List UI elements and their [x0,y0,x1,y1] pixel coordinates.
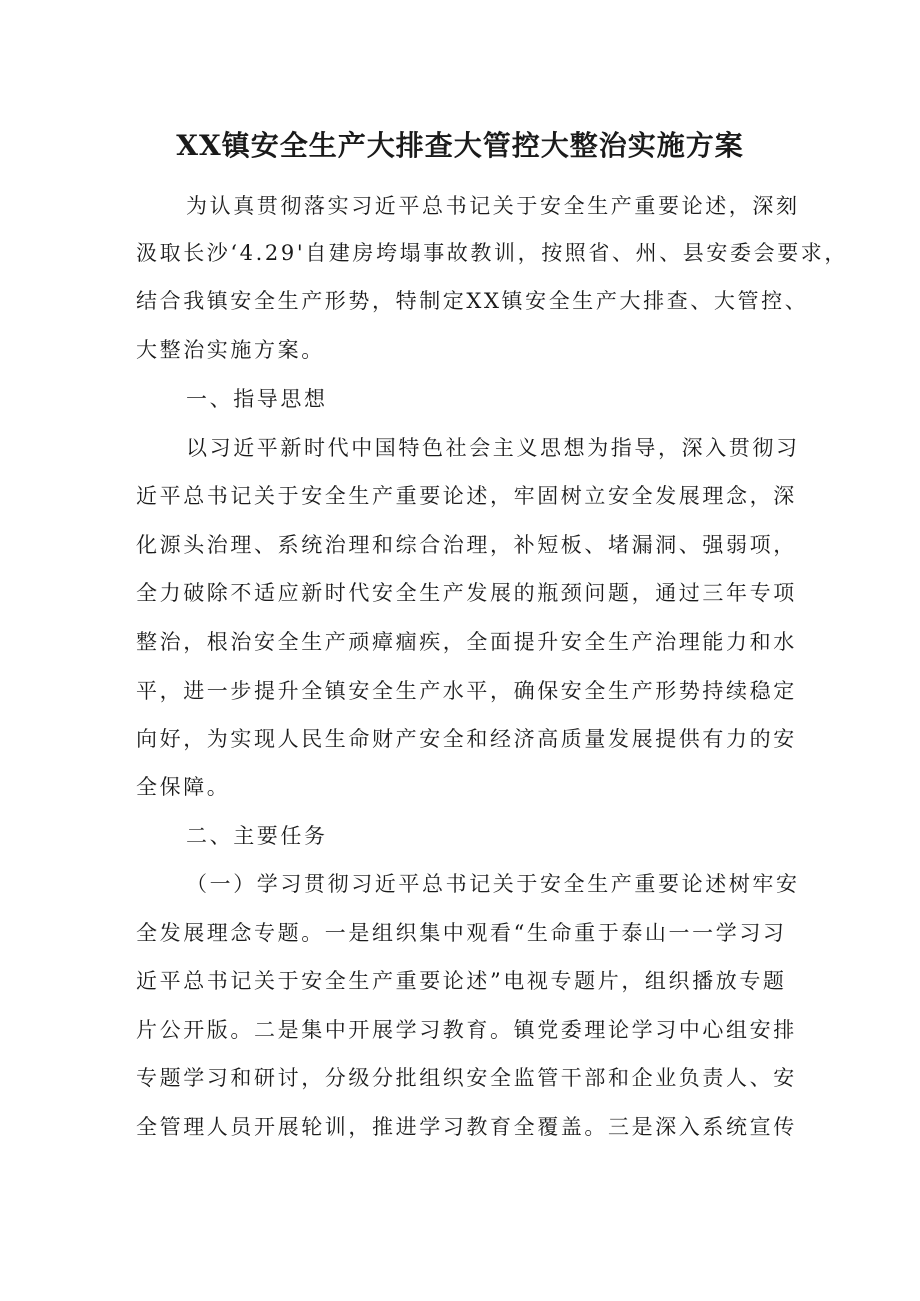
paragraph-line: 大整治实施方案。 [136,338,325,362]
paragraph-line: 汲取长沙‘4.29'自建房垮塌事故教训，按照省、州、县安委会要求， [136,241,849,265]
document-title: XX镇安全生产大排查大管控大整治实施方案 [176,129,744,162]
paragraph-line: 片公开版。二是集中开展学习教育。镇党委理论学习中心组安排 [136,1018,797,1042]
paragraph-line: 化源头治理、系统治理和综合治理，补短板、堵漏洞、强弱项， [136,533,797,557]
paragraph-line: 全保障。 [136,775,231,799]
paragraph-line: 全力破除不适应新时代安全生产发展的瓶颈问题，通过三年专项 [136,581,797,605]
paragraph-line: 近平总书记关于安全生产重要论述”电视专题片，组织播放专题 [136,969,787,993]
paragraph-line: 近平总书记关于安全生产重要论述，牢固树立安全发展理念，深 [136,484,797,508]
paragraph-line: 向好，为实现人民生命财产安全和经济高质量发展提供有力的安 [136,727,797,751]
section-heading: 一、指导思想 [186,387,328,411]
section-heading: 二、主要任务 [186,824,328,848]
paragraph-line: 平，进一步提升全镇安全生产水平，确保安全生产形势持续稳定 [136,679,797,703]
paragraph-line: （一）学习贯彻习近平总书记关于安全生产重要论述树牢安 [186,872,800,896]
paragraph-line: 全发展理念专题。一是组织集中观看“生命重于泰山一一学习习 [136,921,787,945]
paragraph-line: 以习近平新时代中国特色社会主义思想为指导，深入贯彻习 [186,436,800,460]
paragraph-line: 为认真贯彻落实习近平总书记关于安全生产重要论述，深刻 [186,194,800,218]
paragraph-line: 结合我镇安全生产形势，特制定XX镇安全生产大排查、大管控、 [136,289,809,313]
paragraph-line: 全管理人员开展轮训，推进学习教育全覆盖。三是深入系统宣传 [136,1115,797,1139]
paragraph-line: 整治，根治安全生产顽瘴痼疾，全面提升安全生产治理能力和水 [136,630,797,654]
paragraph-line: 专题学习和研讨，分级分批组织安全监管干部和企业负责人、安 [136,1066,797,1090]
